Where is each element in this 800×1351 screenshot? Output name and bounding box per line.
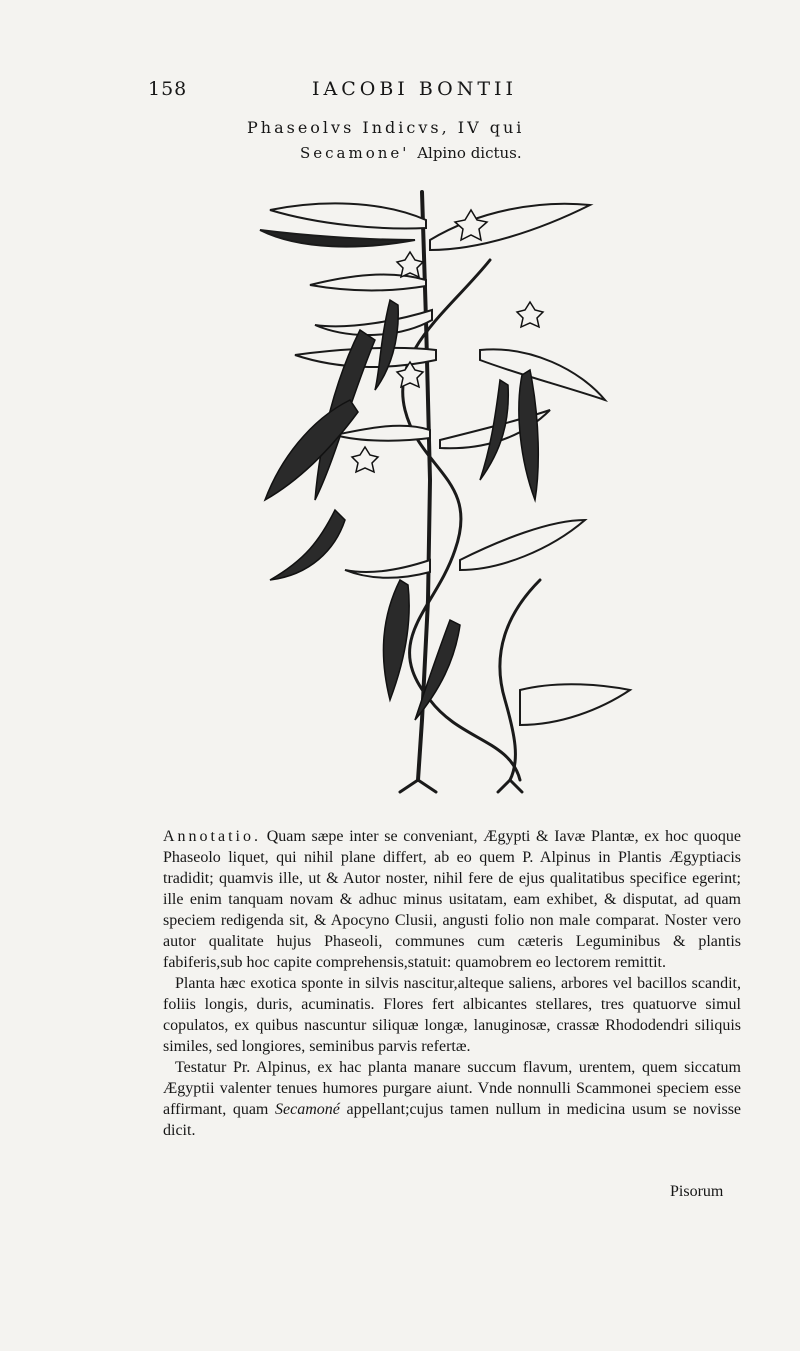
plant-title-line-1: Phaseolvs Indicvs, IV qui <box>247 118 525 137</box>
annotation-paragraph-1 <box>163 826 741 973</box>
running-head: IACOBI BONTII <box>312 78 518 100</box>
annotation-text <box>163 826 741 1141</box>
plant-woodcut-illustration <box>240 180 660 800</box>
leaf <box>315 310 432 335</box>
flower <box>517 302 543 327</box>
annotation-paragraph-3 <box>163 1057 741 1141</box>
catchword: Pisorum <box>670 1183 724 1200</box>
leaf <box>460 520 585 570</box>
plant-title-rest: Alpino dictus. <box>417 144 522 162</box>
seed-pod <box>270 510 345 580</box>
seed-pod <box>519 370 538 500</box>
page-number: 158 <box>148 78 188 100</box>
seed-pod <box>375 300 398 390</box>
seed-pod <box>415 620 460 720</box>
root <box>400 780 522 792</box>
annotation-paragraph-3-italic: Secamoné <box>275 1101 340 1118</box>
plant-title-smallcaps: Secamone' <box>300 144 410 162</box>
annotation-paragraph-3-before: Testatur Pr. Alpinus, ex hac planta manare succum flavum, urentem, quem siccatum Ægyptii valenter tenues humores purgare aiunt. Vnde nonnulli Scammonei speciem esse affirmant, quam <box>163 1059 741 1118</box>
leaf <box>520 684 630 725</box>
flower <box>352 447 378 472</box>
seed-pod <box>265 400 358 500</box>
seed-pod <box>383 580 409 700</box>
leaf <box>345 560 430 578</box>
leaf <box>430 204 590 250</box>
side-vine <box>500 580 540 780</box>
leaf <box>260 230 415 247</box>
leaf <box>310 275 426 291</box>
plant-title-line-2 <box>300 144 660 162</box>
annotation-paragraph-1-text: Quam sæpe inter se conveniant, Ægypti & Iavæ Plantæ, ex hoc quoque Phaseolo liquet, qui nihil plane differt, ab eo quem P. Alpinus in Plantis Ægyptiacis tradidit; quamvis ille, ut & Autor noster, nihil fere de ejus qualitatibus specifice egerint; ille enim tanquam novam & adhuc minus usitatam, eam exhibet, & disputat, ad quam speciem redigenda sit, & Apocyno Clusii, angusti folio non male comparat. Noster vero autor qualitate hujus Phaseoli, communes cum cæteris Leguminibus & plantis fabiferis,sub hoc capite comprehensis,statuit: quamobrem eo lectorem remittit. <box>163 828 742 971</box>
leaf <box>270 203 426 228</box>
flower <box>397 252 423 277</box>
running-header <box>148 78 568 104</box>
leaf <box>335 426 430 441</box>
annotation-paragraph-2: Planta hæc exotica sponte in silvis nascitur,alteque saliens, arbores vel bacillos scandit, foliis longis, duris, acuminatis. Flores fert albicantes stellares, tres quatuorve simul copulatos, ex quibus nascuntur siliquæ longæ, lanuginosæ, crassæ Rhododendri siliquis similes, sed longiores, seminibus parvis refertæ. <box>163 975 741 1055</box>
annotation-label: Annotatio. <box>163 828 261 845</box>
annotation-paragraph-3-after: appellant;cujus tamen nullum in medicina usum se novisse dicit. <box>163 1101 742 1139</box>
